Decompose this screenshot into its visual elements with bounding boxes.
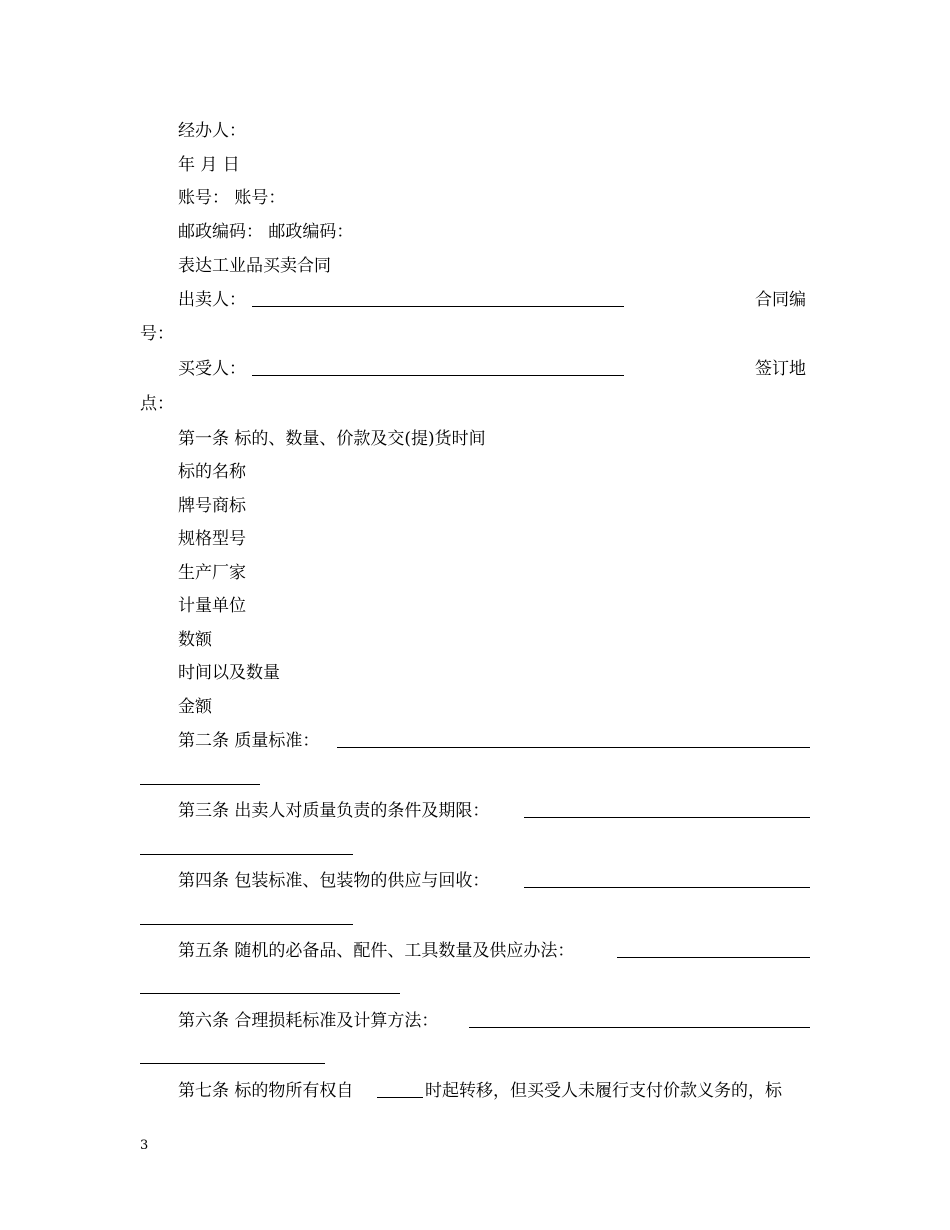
seller-label: 出卖人：	[178, 290, 246, 310]
article-5: 第五条 随机的必备品、配件、工具数量及供应办法：	[178, 941, 575, 961]
article-7-part2: 时起转移，但买受人未履行支付价款义务的，标	[425, 1081, 782, 1101]
buyer-blank	[252, 375, 624, 376]
article-7-part1: 第七条 标的物所有权自	[178, 1081, 354, 1101]
item-time-quantity: 时间以及数量	[178, 663, 280, 683]
article-6-blank-cont	[140, 1063, 325, 1064]
article-3-blank	[524, 817, 810, 818]
contract-number-label-cont: 号：	[140, 324, 174, 344]
article-4-blank-cont	[140, 924, 353, 925]
article-1: 第一条 标的、数量、价款及交(提)货时间	[178, 429, 486, 449]
item-manufacturer: 生产厂家	[178, 563, 246, 583]
seller-blank	[252, 306, 624, 307]
article-7-blank	[377, 1097, 423, 1098]
item-brand: 牌号商标	[178, 496, 246, 516]
article-2: 第二条 质量标准：	[178, 731, 320, 751]
article-6: 第六条 合理损耗标准及计算方法：	[178, 1011, 439, 1031]
page-number: 3	[140, 1138, 149, 1153]
signing-place-label: 签订地	[755, 359, 806, 379]
contract-title: 表达工业品买卖合同	[178, 256, 331, 276]
buyer-label: 买受人：	[178, 359, 246, 379]
article-3: 第三条 出卖人对质量负责的条件及期限：	[178, 801, 490, 821]
signing-place-label-cont: 点：	[140, 394, 174, 414]
article-2-blank-cont	[140, 784, 260, 785]
contract-number-label: 合同编	[755, 290, 806, 310]
handler-line: 经办人：	[178, 121, 246, 141]
article-4: 第四条 包装标准、包装物的供应与回收：	[178, 871, 490, 891]
date-line: 年 月 日	[178, 155, 240, 175]
item-subject-name: 标的名称	[178, 462, 246, 482]
article-3-blank-cont	[140, 854, 353, 855]
item-spec: 规格型号	[178, 529, 246, 549]
account-line: 账号： 账号：	[178, 188, 286, 208]
article-4-blank	[524, 887, 810, 888]
postal-code-line: 邮政编码： 邮政编码：	[178, 222, 354, 242]
article-5-blank	[617, 957, 810, 958]
article-2-blank	[337, 747, 810, 748]
article-5-blank-cont	[140, 993, 400, 994]
item-sum: 金额	[178, 697, 212, 717]
article-6-blank	[469, 1027, 810, 1028]
item-unit: 计量单位	[178, 596, 246, 616]
item-amount: 数额	[178, 630, 212, 650]
